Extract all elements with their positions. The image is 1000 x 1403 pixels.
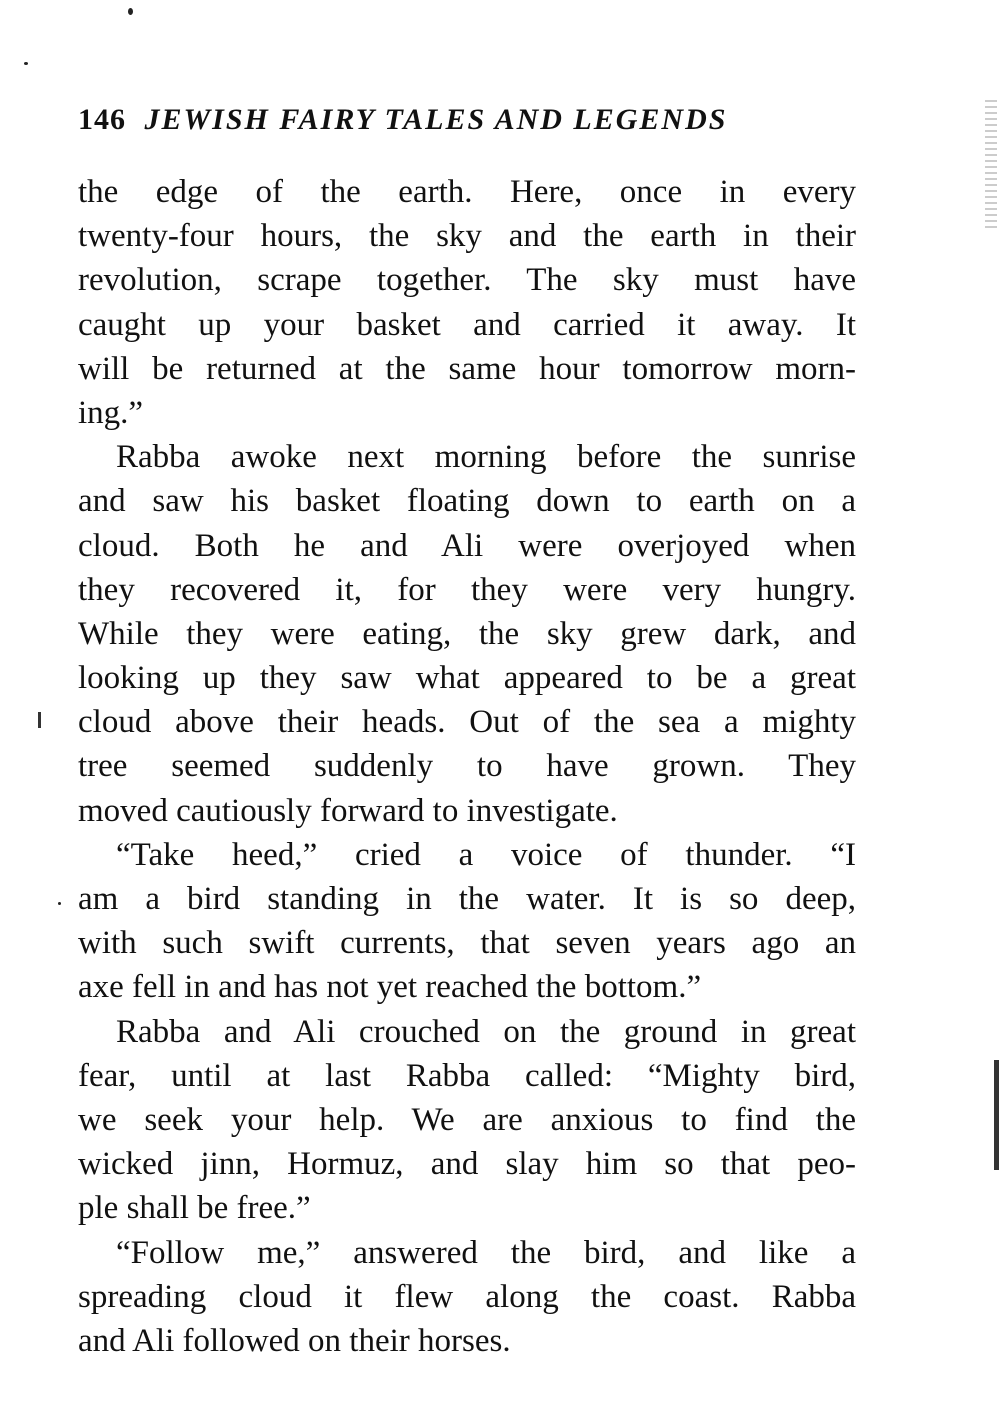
- text-line: “Take heed,” cried a voice of thunder. “I: [116, 836, 856, 873]
- running-head: [78, 98, 858, 142]
- text-line: While they were eating, the sky grew dark, and: [78, 615, 856, 652]
- text-line: fear, until at last Rabba called: “Mighty bird,: [78, 1057, 856, 1094]
- book-title: JEWISH FAIRY TALES AND LEGENDS: [144, 103, 728, 136]
- text-line: tree seemed suddenly to have grown. They: [78, 748, 856, 785]
- text-line: wicked jinn, Hormuz, and slay him so that peo-: [78, 1146, 856, 1183]
- text-line: axe fell in and has not yet reached the bottom.”: [78, 969, 702, 1006]
- text-line: ple shall be free.”: [78, 1190, 311, 1227]
- text-line: twenty-four hours, the sky and the earth in their: [78, 218, 856, 255]
- scan-speck: [58, 902, 61, 905]
- text-line: caught up your basket and carried it away. It: [78, 306, 856, 343]
- scan-edge-noise: [985, 100, 997, 230]
- text-line: they recovered it, for they were very hungry.: [78, 571, 856, 608]
- scan-edge-mark: [38, 712, 41, 728]
- scan-edge-mark: [994, 1060, 999, 1170]
- text-line: cloud. Both he and Ali were overjoyed when: [78, 527, 856, 564]
- text-line: revolution, scrape together. The sky must have: [78, 262, 856, 299]
- text-line: ing.”: [78, 394, 144, 431]
- text-line: the edge of the earth. Here, once in every: [78, 174, 856, 210]
- text-line: Rabba awoke next morning before the sunrise: [116, 439, 856, 476]
- text-line: moved cautiously forward to investigate.: [78, 792, 618, 829]
- text-line: cloud above their heads. Out of the sea a mighty: [78, 704, 856, 741]
- text-line: will be returned at the same hour tomorrow morn-: [78, 350, 856, 387]
- text-line: and saw his basket floating down to earth on a: [78, 483, 856, 520]
- text-line: looking up they saw what appeared to be a great: [78, 660, 856, 697]
- page-number: 146: [78, 103, 126, 136]
- text-line: am a bird standing in the water. It is so deep,: [78, 881, 856, 917]
- text-line: Rabba and Ali crouched on the ground in great: [116, 1013, 856, 1050]
- text-line: with such swift currents, that seven years ago an: [78, 925, 856, 962]
- text-line: spreading cloud it flew along the coast. Rabba: [78, 1278, 856, 1315]
- text-line: and Ali followed on their horses.: [78, 1322, 511, 1359]
- scan-speck: [24, 62, 28, 65]
- body-text: [78, 170, 856, 1363]
- text-line: we seek your help. We are anxious to find the: [78, 1101, 856, 1138]
- text-line: “Follow me,” answered the bird, and like a: [116, 1234, 856, 1271]
- scan-speck: [128, 8, 133, 15]
